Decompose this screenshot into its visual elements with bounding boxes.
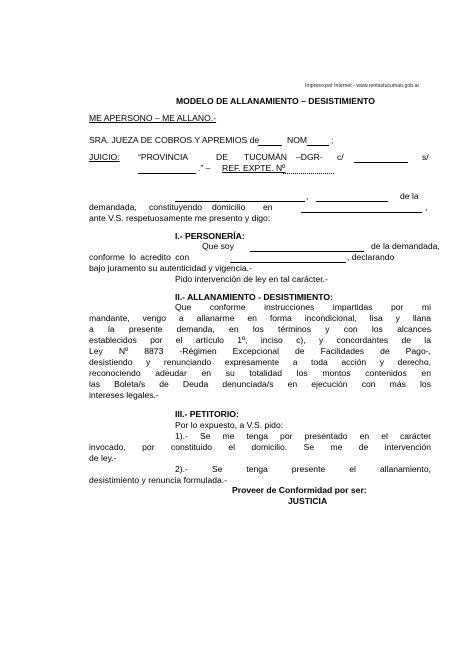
- party-en: en: [263, 202, 273, 212]
- section-2-line: Ley Nº 8873 -Régimen Excepcional de Facilidades de Pago-,: [89, 346, 431, 356]
- section-1-declarando: , declarando: [347, 252, 395, 262]
- section-1-de-la-demandada: de la demandada,: [371, 241, 440, 251]
- section-1-juramento: bajo juramento su autenticidad y vigencia.-: [89, 263, 252, 273]
- blank-nom: [307, 145, 329, 146]
- section-1-conforme: conforme lo acredito con: [89, 252, 190, 262]
- blank-juzgado: [258, 145, 282, 146]
- party-line-3: ante V.S. respetuosamente me presento y digo:: [89, 213, 271, 223]
- juicio-de: DE: [216, 152, 228, 162]
- section-3-line-2: 1).- Se me tenga por presentado en el carácter: [175, 431, 431, 441]
- juicio-tucuman: TUCUMÁN: [244, 152, 287, 162]
- party-domicilio: domicilio: [212, 202, 246, 212]
- juicio-s: s/: [422, 152, 429, 162]
- section-2-heading: II.- ALLANAMIENTO - DESISTIMIENTO:: [175, 292, 333, 302]
- section-3-line-3: invocado, por constituido el domicilio. Se me de intervención: [89, 442, 431, 452]
- section-2-line: mandante, vengo a allanarme en forma incondicional, lisa y llana: [89, 313, 431, 323]
- section-1-intervencion: Pido intervención de ley en tal carácter.-: [175, 274, 328, 284]
- sra-jueza-label: SRA. JUEZA DE COBROS Y APREMIOS de: [89, 135, 260, 145]
- section-2-line: intereses legales.-: [89, 390, 159, 400]
- section-3-line-6: desistimiento y renuncia formulada.-: [89, 475, 228, 485]
- section-2-line: establecidos por el artículo 1º, inciso c), y concordantes de la: [89, 335, 431, 345]
- juicio-c: c/: [337, 152, 344, 162]
- party-comma: ,: [306, 191, 309, 201]
- juicio-end: .” –: [198, 163, 211, 173]
- printed-by-note: Impreso por Internet - www.rentastucuman.gob.ar: [305, 83, 420, 89]
- sra-semicolon: ;: [331, 135, 334, 145]
- section-2-line: Que conforme instrucciones impartidas por mi: [175, 302, 431, 312]
- party-de-la: de la: [400, 191, 419, 201]
- juicio-dgr: –DGR-: [296, 152, 323, 162]
- party-constituyendo: constituyendo: [149, 202, 203, 212]
- closing-line-1: Proveer de Conformidad por ser:: [232, 485, 367, 495]
- party-comma-2: ,: [425, 202, 428, 212]
- blank-domicilio: [301, 212, 422, 213]
- section-2-line: las Boleta/s de Deuda denunciada/s en ejecución con más los: [89, 379, 431, 389]
- ref-expte-label: REF. EXPTE. Nº: [222, 163, 286, 173]
- blank-caracter: [316, 201, 388, 202]
- party-demandada: demandada,: [89, 202, 137, 212]
- apersono-line: ME APERSONO – ME ALLANO.-: [89, 113, 217, 123]
- section-2-line: desistiendo y renunciando expresamente a toda acción y derecho,: [89, 357, 431, 367]
- document-title: MODELO DE ALLANAMIENTO – DESISTIMIENTO: [176, 96, 375, 106]
- section-2-line: a la presente demanda, en los términos y con los alcances: [89, 324, 431, 334]
- blank-sobre: [138, 173, 196, 174]
- section-3-heading: III.- PETITORIO:: [175, 409, 239, 419]
- blank-expte: [283, 173, 334, 174]
- blank-contra: [354, 162, 408, 163]
- section-3-line-1: Por lo expuesto, a V.S. pido:: [175, 420, 284, 430]
- juicio-provincia: “PROVINCIA: [138, 152, 189, 162]
- closing-line-2: JUSTICIA: [288, 496, 328, 506]
- section-3-line-5: 2).- Se tenga presente el allanamiento,: [175, 464, 431, 474]
- section-3-line-4: de ley.-: [89, 453, 117, 463]
- nom-label: NOM: [287, 135, 308, 145]
- section-1-que-soy: Que soy: [202, 241, 235, 251]
- juicio-label: JUICIO:: [89, 152, 120, 162]
- section-2-line: reconociendo adeudar en su totalidad los montos contenidos en: [89, 368, 431, 378]
- section-1-heading: I.- PERSONERÍA:: [175, 231, 245, 241]
